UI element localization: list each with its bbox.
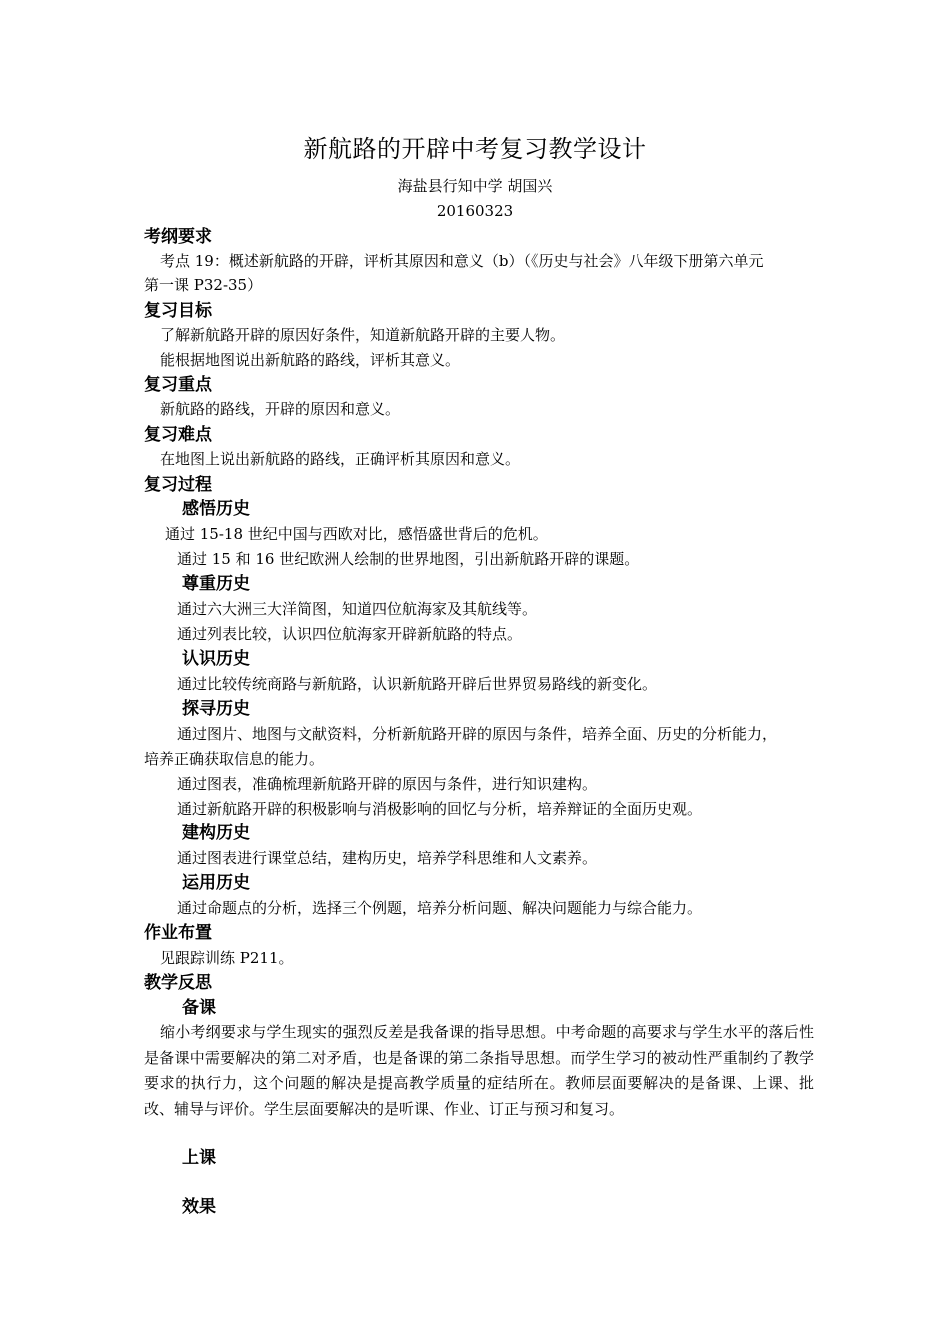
jiangou-line-1: 通过图表进行课堂总结，建构历史，培养学科思维和人文素养。: [177, 849, 598, 867]
subheading-jiangou: 建构历史: [182, 823, 250, 843]
subheading-zunzhong: 尊重历史: [182, 574, 250, 594]
author-line: 海盐县行知中学 胡国兴: [397, 177, 553, 195]
heading-fansi: 教学反思: [144, 973, 212, 993]
mubiao-line-2: 能根据地图说出新航路的路线，评析其意义。: [160, 351, 461, 369]
ganwu-line-1: 通过 15-18 世纪中国与西欧对比，感悟盛世背后的危机。: [165, 525, 548, 543]
tanxun-line-1: 通过图片、地图与文献资料，分析新航路开辟的原因与条件，培养全面、历史的分析能力，: [177, 725, 778, 743]
beike-paragraph: 缩小考纲要求与学生现实的强烈反差是我备课的指导思想。中考命题的高要求与学生水平的落后性是备课中需要解决的第二对矛盾，也是备课的第二条指导思想。而学生学习的被动性严重制约了教学要求的执行力，这个问题的解决是提高教学质量的症结所在。教师层面要解决的是备课、上课、批改、辅导与评价。学生层面要解决的是听课、作业、订正与预习和复习。: [144, 1023, 814, 1118]
subheading-beike: 备课: [182, 998, 216, 1018]
yunyong-line-1: 通过命题点的分析，选择三个例题，培养分析问题、解决问题能力与综合能力。: [177, 899, 703, 917]
document-title: 新航路的开辟中考复习教学设计: [303, 135, 647, 163]
tanxun-line-2: 培养正确获取信息的能力。: [144, 750, 325, 768]
subheading-tanxun: 探寻历史: [182, 699, 250, 719]
subheading-yunyong: 运用历史: [182, 873, 250, 893]
mubiao-line-1: 了解新航路开辟的原因好条件，知道新航路开辟的主要人物。: [160, 326, 566, 344]
heading-nandian: 复习难点: [144, 425, 212, 445]
subheading-xiaoguo: 效果: [182, 1197, 216, 1217]
tanxun-line-4: 通过新航路开辟的积极影响与消极影响的回忆与分析，培养辩证的全面历史观。: [177, 800, 703, 818]
renshi-line-1: 通过比较传统商路与新航路，认识新航路开辟后世界贸易路线的新变化。: [177, 675, 658, 693]
zuoye-line-1: 见跟踪训练 P211。: [160, 949, 294, 967]
heading-zhongdian: 复习重点: [144, 375, 212, 395]
zhongdian-line-1: 新航路的路线，开辟的原因和意义。: [160, 400, 401, 418]
heading-zuoye: 作业布置: [144, 923, 212, 943]
tanxun-line-3: 通过图表，准确梳理新航路开辟的原因与条件，进行知识建构。: [177, 775, 598, 793]
kaogang-line-1: 考点 19：概述新航路的开辟，评析其原因和意义（b）（《历史与社会》八年级下册第六单元: [160, 252, 764, 270]
heading-guocheng: 复习过程: [144, 475, 212, 495]
zunzhong-line-2: 通过列表比较，认识四位航海家开辟新航路的特点。: [177, 625, 523, 643]
subheading-renshi: 认识历史: [182, 649, 250, 669]
kaogang-line-2: 第一课 P32-35）: [144, 276, 263, 294]
date-line: 20160323: [436, 202, 514, 220]
heading-kaogang: 考纲要求: [144, 227, 212, 247]
nandian-line-1: 在地图上说出新航路的路线，正确评析其原因和意义。: [160, 450, 521, 468]
zunzhong-line-1: 通过六大洲三大洋简图，知道四位航海家及其航线等。: [177, 600, 538, 618]
subheading-ganwu: 感悟历史: [182, 499, 250, 519]
heading-mubiao: 复习目标: [144, 301, 212, 321]
subheading-shangke: 上课: [182, 1148, 216, 1168]
ganwu-line-2: 通过 15 和 16 世纪欧洲人绘制的世界地图，引出新航路开辟的课题。: [177, 550, 640, 568]
